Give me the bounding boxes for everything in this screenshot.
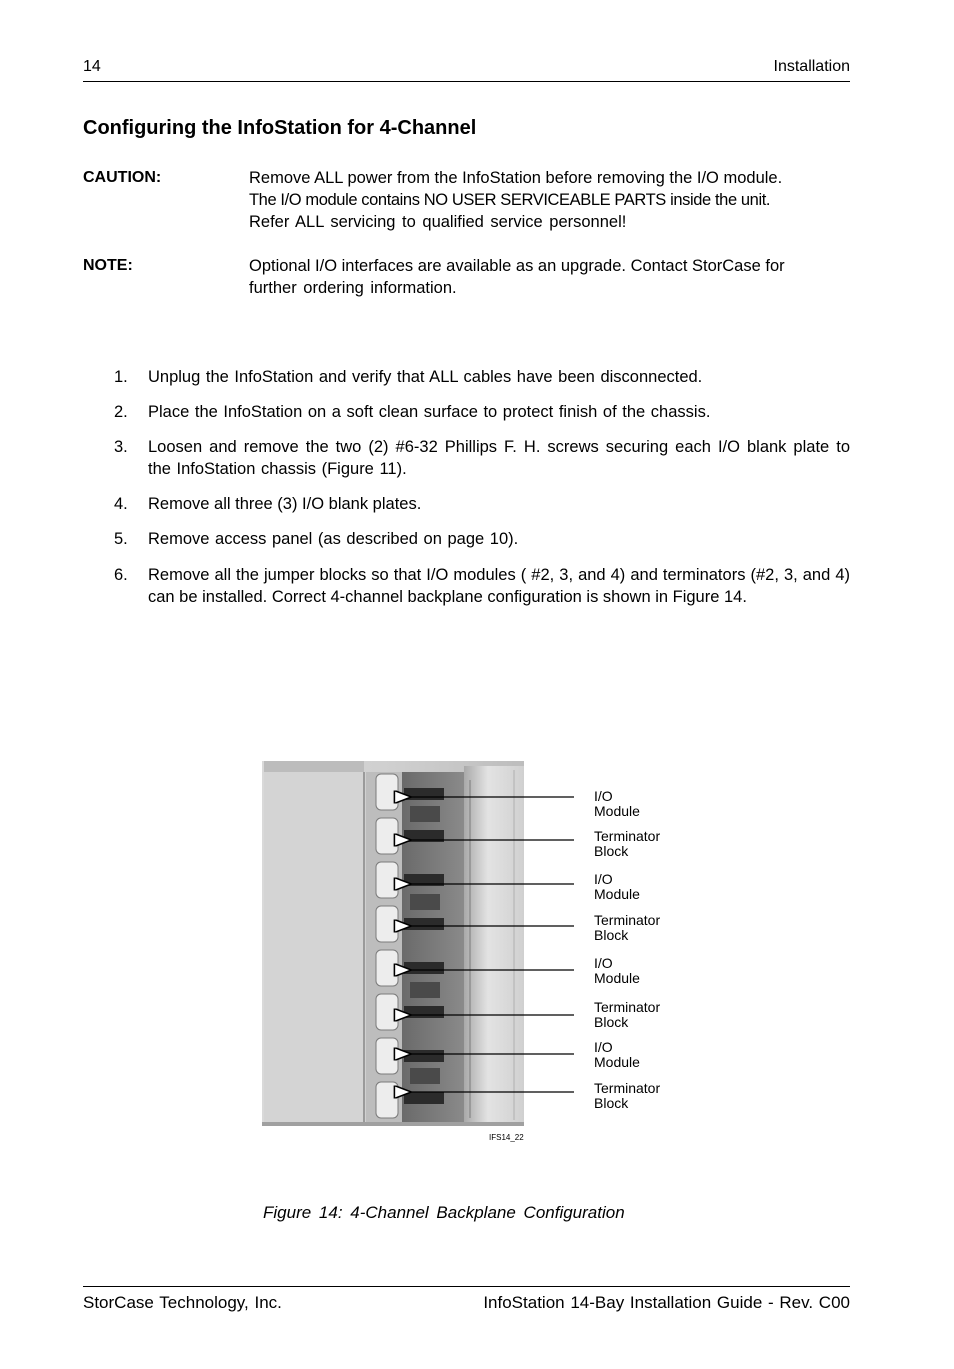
footer-rule bbox=[83, 1286, 850, 1287]
section-title: Installation bbox=[773, 58, 850, 75]
callout-line: Module bbox=[594, 970, 640, 986]
callout-terminator-block bbox=[594, 913, 660, 943]
step-number: 5. bbox=[114, 530, 128, 548]
callout-terminator-block bbox=[594, 829, 660, 859]
step-number: 3. bbox=[114, 438, 128, 456]
callout-line: Block bbox=[594, 1014, 629, 1030]
figure-image-id: IFS14_22 bbox=[489, 1133, 524, 1142]
callout-io-module bbox=[594, 1040, 640, 1070]
callout-line: Block bbox=[594, 1095, 629, 1111]
step-number: 1. bbox=[114, 368, 128, 386]
page-number: 14 bbox=[83, 58, 101, 75]
step-text: Loosen and remove the two (2) #6-32 Phillips F. H. screws securing each I/O blank plate to the InfoStation chassis (Figure 11). bbox=[148, 438, 850, 478]
page-title: Configuring the InfoStation for 4-Channel bbox=[83, 117, 477, 139]
figure-caption: Figure 14: 4-Channel Backplane Configuration bbox=[263, 1203, 625, 1222]
chassis-photo bbox=[262, 761, 524, 1126]
callout-line: Terminator bbox=[594, 1080, 661, 1096]
callout-line: I/O bbox=[594, 955, 613, 971]
step-number: 6. bbox=[114, 566, 128, 584]
caution-line: Refer ALL servicing to qualified service personnel! bbox=[249, 213, 627, 231]
callout-io-module bbox=[594, 956, 640, 986]
caution-line: Remove ALL power from the InfoStation before removing the I/O module. bbox=[249, 169, 783, 187]
caution-label: CAUTION: bbox=[83, 169, 162, 186]
step-text: Place the InfoStation on a soft clean surface to protect finish of the chassis. bbox=[148, 403, 711, 421]
callout-terminator-block bbox=[594, 1000, 660, 1030]
callout-io-module bbox=[594, 789, 640, 819]
footer-doc-title: InfoStation 14-Bay Installation Guide - Rev. C00 bbox=[483, 1293, 850, 1312]
callout-line: Module bbox=[594, 803, 640, 819]
step-text: Unplug the InfoStation and verify that ALL cables have been disconnected. bbox=[148, 368, 703, 386]
step-text: Remove all the jumper blocks so that I/O modules ( #2, 3, and 4) and terminators (#2, 3, and 4) can be installed. Correct 4-channel backplane configuration is shown in Figure 14. bbox=[148, 566, 850, 606]
step-number: 2. bbox=[114, 403, 128, 421]
callout-line: Terminator bbox=[594, 999, 661, 1015]
step-number: 4. bbox=[114, 495, 128, 513]
caution-line: The I/O module contains NO USER SERVICEABLE PARTS inside the unit. bbox=[249, 191, 771, 209]
note-line: Optional I/O interfaces are available as an upgrade. Contact StorCase for bbox=[249, 257, 785, 275]
callout-line: Module bbox=[594, 886, 640, 902]
callout-line: Terminator bbox=[594, 912, 661, 928]
callout-terminator-block bbox=[594, 1081, 660, 1111]
callout-line: Block bbox=[594, 843, 629, 859]
note-line: further ordering information. bbox=[249, 279, 457, 297]
callout-io-module bbox=[594, 872, 640, 902]
callout-line: I/O bbox=[594, 871, 613, 887]
callout-line: Module bbox=[594, 1054, 640, 1070]
callout-line: Block bbox=[594, 927, 629, 943]
step-text: Remove access panel (as described on page 10). bbox=[148, 530, 519, 548]
callout-line: I/O bbox=[594, 1039, 613, 1055]
callout-line: Terminator bbox=[594, 828, 661, 844]
callout-line: I/O bbox=[594, 788, 613, 804]
footer-company: StorCase Technology, Inc. bbox=[83, 1293, 282, 1312]
note-label: NOTE: bbox=[83, 257, 133, 274]
step-text: Remove all three (3) I/O blank plates. bbox=[148, 495, 422, 513]
